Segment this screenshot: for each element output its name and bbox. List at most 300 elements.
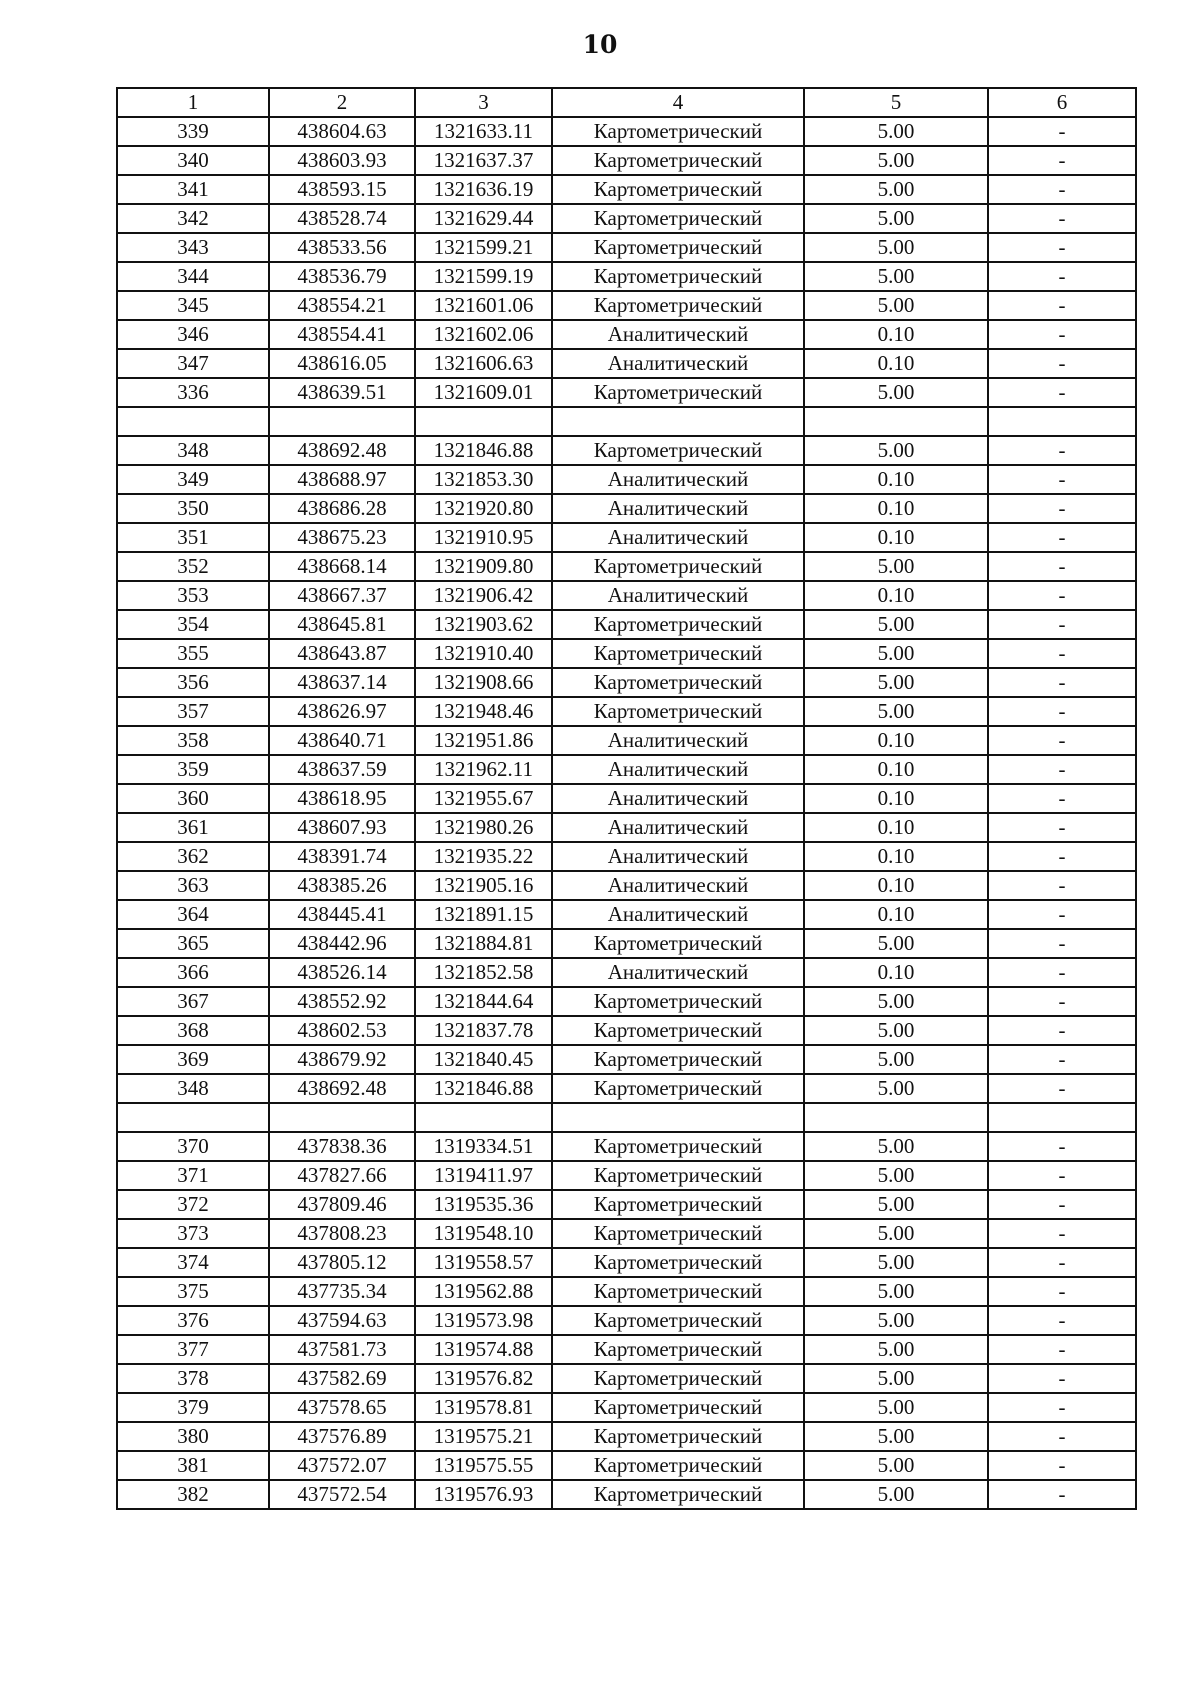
note-cell [988, 407, 1136, 436]
point-number-cell: 365 [117, 929, 269, 958]
point-number-cell: 359 [117, 755, 269, 784]
x-coordinate-cell: 438528.74 [269, 204, 415, 233]
method-cell: Аналитический [552, 320, 804, 349]
point-number-cell: 341 [117, 175, 269, 204]
point-number-cell: 346 [117, 320, 269, 349]
column-header: 4 [552, 88, 804, 117]
x-coordinate-cell: 438688.97 [269, 465, 415, 494]
x-coordinate-cell: 438639.51 [269, 378, 415, 407]
x-coordinate-cell: 437808.23 [269, 1219, 415, 1248]
table-header-row [117, 88, 1136, 117]
point-number-cell: 350 [117, 494, 269, 523]
method-cell: Картометрический [552, 987, 804, 1016]
accuracy-cell: 5.00 [804, 610, 988, 639]
table-row [117, 1393, 1136, 1422]
y-coordinate-cell: 1321935.22 [415, 842, 552, 871]
accuracy-cell: 5.00 [804, 697, 988, 726]
point-number-cell: 344 [117, 262, 269, 291]
note-cell: - [988, 987, 1136, 1016]
y-coordinate-cell: 1321844.64 [415, 987, 552, 1016]
method-cell: Картометрический [552, 929, 804, 958]
note-cell: - [988, 1190, 1136, 1219]
x-coordinate-cell: 438692.48 [269, 1074, 415, 1103]
table-body [117, 117, 1136, 1509]
note-cell: - [988, 146, 1136, 175]
x-coordinate-cell: 438668.14 [269, 552, 415, 581]
accuracy-cell: 0.10 [804, 349, 988, 378]
point-number-cell: 382 [117, 1480, 269, 1509]
x-coordinate-cell: 437576.89 [269, 1422, 415, 1451]
y-coordinate-cell: 1319574.88 [415, 1335, 552, 1364]
method-cell: Картометрический [552, 233, 804, 262]
table-row [117, 117, 1136, 146]
accuracy-cell: 5.00 [804, 987, 988, 1016]
accuracy-cell: 0.10 [804, 784, 988, 813]
note-cell: - [988, 233, 1136, 262]
point-number-cell: 345 [117, 291, 269, 320]
accuracy-cell: 0.10 [804, 726, 988, 755]
y-coordinate-cell: 1321606.63 [415, 349, 552, 378]
note-cell: - [988, 1219, 1136, 1248]
accuracy-cell: 5.00 [804, 1248, 988, 1277]
column-header: 1 [117, 88, 269, 117]
y-coordinate-cell: 1321980.26 [415, 813, 552, 842]
point-number-cell: 348 [117, 1074, 269, 1103]
y-coordinate-cell: 1319575.21 [415, 1422, 552, 1451]
accuracy-cell: 5.00 [804, 1161, 988, 1190]
method-cell: Картометрический [552, 146, 804, 175]
method-cell: Картометрический [552, 639, 804, 668]
x-coordinate-cell: 438667.37 [269, 581, 415, 610]
table-row [117, 175, 1136, 204]
note-cell: - [988, 1277, 1136, 1306]
column-header: 5 [804, 88, 988, 117]
accuracy-cell: 5.00 [804, 1480, 988, 1509]
page-number: 10 [582, 30, 618, 59]
y-coordinate-cell: 1321891.15 [415, 900, 552, 929]
x-coordinate-cell: 437572.54 [269, 1480, 415, 1509]
point-number-cell: 363 [117, 871, 269, 900]
y-coordinate-cell: 1321846.88 [415, 436, 552, 465]
table-row [117, 378, 1136, 407]
point-number-cell: 352 [117, 552, 269, 581]
point-number-cell: 343 [117, 233, 269, 262]
point-number-cell: 351 [117, 523, 269, 552]
note-cell: - [988, 958, 1136, 987]
method-cell: Картометрический [552, 117, 804, 146]
note-cell: - [988, 378, 1136, 407]
accuracy-cell: 0.10 [804, 900, 988, 929]
note-cell: - [988, 639, 1136, 668]
note-cell: - [988, 320, 1136, 349]
note-cell: - [988, 900, 1136, 929]
note-cell: - [988, 1074, 1136, 1103]
note-cell: - [988, 755, 1136, 784]
table-row [117, 204, 1136, 233]
accuracy-cell [804, 1103, 988, 1132]
accuracy-cell: 0.10 [804, 494, 988, 523]
method-cell: Картометрический [552, 204, 804, 233]
point-number-cell: 356 [117, 668, 269, 697]
x-coordinate-cell: 437572.07 [269, 1451, 415, 1480]
point-number-cell: 369 [117, 1045, 269, 1074]
y-coordinate-cell: 1321903.62 [415, 610, 552, 639]
y-coordinate-cell: 1321948.46 [415, 697, 552, 726]
note-cell: - [988, 436, 1136, 465]
point-number-cell: 348 [117, 436, 269, 465]
table-row [117, 1364, 1136, 1393]
table-row [117, 1161, 1136, 1190]
y-coordinate-cell: 1321846.88 [415, 1074, 552, 1103]
y-coordinate-cell: 1321920.80 [415, 494, 552, 523]
column-header: 2 [269, 88, 415, 117]
y-coordinate-cell: 1319411.97 [415, 1161, 552, 1190]
x-coordinate-cell: 438626.97 [269, 697, 415, 726]
accuracy-cell: 0.10 [804, 465, 988, 494]
accuracy-cell: 0.10 [804, 581, 988, 610]
method-cell: Аналитический [552, 465, 804, 494]
note-cell: - [988, 581, 1136, 610]
accuracy-cell: 5.00 [804, 1074, 988, 1103]
point-number-cell: 374 [117, 1248, 269, 1277]
column-header: 3 [415, 88, 552, 117]
x-coordinate-cell: 438692.48 [269, 436, 415, 465]
accuracy-cell: 5.00 [804, 233, 988, 262]
method-cell: Картометрический [552, 1248, 804, 1277]
table-row [117, 842, 1136, 871]
table-row [117, 581, 1136, 610]
accuracy-cell [804, 407, 988, 436]
point-number-cell: 342 [117, 204, 269, 233]
note-cell: - [988, 610, 1136, 639]
method-cell: Картометрический [552, 1393, 804, 1422]
note-cell [988, 1103, 1136, 1132]
point-number-cell [117, 407, 269, 436]
x-coordinate-cell: 438442.96 [269, 929, 415, 958]
x-coordinate-cell: 438593.15 [269, 175, 415, 204]
point-number-cell: 368 [117, 1016, 269, 1045]
y-coordinate-cell [415, 1103, 552, 1132]
table-row [117, 1103, 1136, 1132]
method-cell: Картометрический [552, 378, 804, 407]
point-number-cell: 347 [117, 349, 269, 378]
point-number-cell: 336 [117, 378, 269, 407]
table-row [117, 436, 1136, 465]
method-cell: Картометрический [552, 1306, 804, 1335]
x-coordinate-cell: 438554.21 [269, 291, 415, 320]
table-row [117, 639, 1136, 668]
y-coordinate-cell: 1321599.19 [415, 262, 552, 291]
point-number-cell: 357 [117, 697, 269, 726]
coordinates-table [116, 87, 1137, 1510]
method-cell: Аналитический [552, 523, 804, 552]
note-cell: - [988, 1248, 1136, 1277]
y-coordinate-cell: 1321962.11 [415, 755, 552, 784]
method-cell: Аналитический [552, 784, 804, 813]
accuracy-cell: 5.00 [804, 262, 988, 291]
point-number-cell: 381 [117, 1451, 269, 1480]
point-number-cell: 367 [117, 987, 269, 1016]
table-row [117, 320, 1136, 349]
table-row [117, 349, 1136, 378]
x-coordinate-cell: 438645.81 [269, 610, 415, 639]
point-number-cell: 377 [117, 1335, 269, 1364]
note-cell: - [988, 668, 1136, 697]
note-cell: - [988, 291, 1136, 320]
x-coordinate-cell: 438533.56 [269, 233, 415, 262]
y-coordinate-cell: 1321884.81 [415, 929, 552, 958]
table-row [117, 494, 1136, 523]
y-coordinate-cell: 1319535.36 [415, 1190, 552, 1219]
accuracy-cell: 5.00 [804, 436, 988, 465]
note-cell: - [988, 494, 1136, 523]
point-number-cell: 379 [117, 1393, 269, 1422]
point-number-cell: 376 [117, 1306, 269, 1335]
x-coordinate-cell: 438607.93 [269, 813, 415, 842]
point-number-cell: 364 [117, 900, 269, 929]
method-cell: Картометрический [552, 1045, 804, 1074]
method-cell: Аналитический [552, 900, 804, 929]
accuracy-cell: 5.00 [804, 1306, 988, 1335]
table-row [117, 146, 1136, 175]
method-cell: Аналитический [552, 958, 804, 987]
method-cell: Аналитический [552, 813, 804, 842]
accuracy-cell: 5.00 [804, 1045, 988, 1074]
point-number-cell: 372 [117, 1190, 269, 1219]
note-cell: - [988, 842, 1136, 871]
accuracy-cell: 5.00 [804, 117, 988, 146]
accuracy-cell: 5.00 [804, 175, 988, 204]
x-coordinate-cell: 438445.41 [269, 900, 415, 929]
note-cell: - [988, 784, 1136, 813]
method-cell: Картометрический [552, 610, 804, 639]
x-coordinate-cell: 438385.26 [269, 871, 415, 900]
method-cell [552, 1103, 804, 1132]
method-cell: Картометрический [552, 1364, 804, 1393]
method-cell: Картометрический [552, 1219, 804, 1248]
y-coordinate-cell: 1321951.86 [415, 726, 552, 755]
table-row [117, 900, 1136, 929]
method-cell: Картометрический [552, 1161, 804, 1190]
method-cell: Картометрический [552, 1480, 804, 1509]
method-cell: Картометрический [552, 668, 804, 697]
accuracy-cell: 5.00 [804, 1451, 988, 1480]
y-coordinate-cell: 1321955.67 [415, 784, 552, 813]
point-number-cell: 378 [117, 1364, 269, 1393]
table-row [117, 610, 1136, 639]
point-number-cell: 366 [117, 958, 269, 987]
y-coordinate-cell: 1319578.81 [415, 1393, 552, 1422]
y-coordinate-cell: 1321636.19 [415, 175, 552, 204]
x-coordinate-cell: 438675.23 [269, 523, 415, 552]
x-coordinate-cell: 438637.59 [269, 755, 415, 784]
accuracy-cell: 5.00 [804, 1132, 988, 1161]
y-coordinate-cell: 1319575.55 [415, 1451, 552, 1480]
y-coordinate-cell: 1321906.42 [415, 581, 552, 610]
note-cell: - [988, 1016, 1136, 1045]
note-cell: - [988, 813, 1136, 842]
y-coordinate-cell: 1321840.45 [415, 1045, 552, 1074]
y-coordinate-cell: 1321853.30 [415, 465, 552, 494]
y-coordinate-cell: 1321599.21 [415, 233, 552, 262]
y-coordinate-cell: 1319562.88 [415, 1277, 552, 1306]
y-coordinate-cell: 1321908.66 [415, 668, 552, 697]
point-number-cell: 370 [117, 1132, 269, 1161]
x-coordinate-cell: 438616.05 [269, 349, 415, 378]
table-row [117, 1132, 1136, 1161]
point-number-cell: 340 [117, 146, 269, 175]
x-coordinate-cell: 438536.79 [269, 262, 415, 291]
accuracy-cell: 0.10 [804, 523, 988, 552]
method-cell: Картометрический [552, 697, 804, 726]
y-coordinate-cell: 1321629.44 [415, 204, 552, 233]
accuracy-cell: 5.00 [804, 1422, 988, 1451]
method-cell: Картометрический [552, 552, 804, 581]
x-coordinate-cell: 438618.95 [269, 784, 415, 813]
table-row [117, 958, 1136, 987]
note-cell: - [988, 697, 1136, 726]
point-number-cell: 349 [117, 465, 269, 494]
x-coordinate-cell: 437809.46 [269, 1190, 415, 1219]
y-coordinate-cell: 1321852.58 [415, 958, 552, 987]
column-header: 6 [988, 88, 1136, 117]
accuracy-cell: 0.10 [804, 813, 988, 842]
method-cell: Картометрический [552, 291, 804, 320]
note-cell: - [988, 204, 1136, 233]
table-row [117, 523, 1136, 552]
table-row [117, 1190, 1136, 1219]
table-row [117, 1277, 1136, 1306]
accuracy-cell: 5.00 [804, 1219, 988, 1248]
x-coordinate-cell: 437581.73 [269, 1335, 415, 1364]
note-cell: - [988, 1451, 1136, 1480]
method-cell: Картометрический [552, 1016, 804, 1045]
point-number-cell: 358 [117, 726, 269, 755]
table-row [117, 784, 1136, 813]
accuracy-cell: 0.10 [804, 755, 988, 784]
x-coordinate-cell: 438391.74 [269, 842, 415, 871]
note-cell: - [988, 465, 1136, 494]
accuracy-cell: 5.00 [804, 552, 988, 581]
x-coordinate-cell: 438604.63 [269, 117, 415, 146]
method-cell: Картометрический [552, 175, 804, 204]
accuracy-cell: 5.00 [804, 668, 988, 697]
y-coordinate-cell: 1321601.06 [415, 291, 552, 320]
point-number-cell [117, 1103, 269, 1132]
table-row [117, 697, 1136, 726]
y-coordinate-cell: 1321609.01 [415, 378, 552, 407]
method-cell: Картометрический [552, 1074, 804, 1103]
note-cell: - [988, 1480, 1136, 1509]
x-coordinate-cell [269, 407, 415, 436]
y-coordinate-cell: 1319576.93 [415, 1480, 552, 1509]
method-cell: Картометрический [552, 1132, 804, 1161]
y-coordinate-cell: 1321637.37 [415, 146, 552, 175]
note-cell: - [988, 929, 1136, 958]
table-row [117, 929, 1136, 958]
note-cell: - [988, 1161, 1136, 1190]
note-cell: - [988, 726, 1136, 755]
accuracy-cell: 0.10 [804, 958, 988, 987]
y-coordinate-cell: 1319576.82 [415, 1364, 552, 1393]
method-cell: Аналитический [552, 842, 804, 871]
point-number-cell: 380 [117, 1422, 269, 1451]
method-cell: Картометрический [552, 1190, 804, 1219]
point-number-cell: 362 [117, 842, 269, 871]
accuracy-cell: 5.00 [804, 1335, 988, 1364]
note-cell: - [988, 1364, 1136, 1393]
x-coordinate-cell: 438640.71 [269, 726, 415, 755]
table-row [117, 233, 1136, 262]
method-cell: Аналитический [552, 581, 804, 610]
point-number-cell: 355 [117, 639, 269, 668]
x-coordinate-cell [269, 1103, 415, 1132]
table-row [117, 987, 1136, 1016]
point-number-cell: 375 [117, 1277, 269, 1306]
table-row [117, 1422, 1136, 1451]
method-cell: Аналитический [552, 755, 804, 784]
table-row [117, 726, 1136, 755]
table-row [117, 668, 1136, 697]
accuracy-cell: 5.00 [804, 146, 988, 175]
y-coordinate-cell: 1321905.16 [415, 871, 552, 900]
x-coordinate-cell: 438526.14 [269, 958, 415, 987]
accuracy-cell: 5.00 [804, 639, 988, 668]
table-row [117, 291, 1136, 320]
accuracy-cell: 5.00 [804, 378, 988, 407]
table-row [117, 465, 1136, 494]
note-cell: - [988, 1306, 1136, 1335]
method-cell: Аналитический [552, 349, 804, 378]
table-row [117, 1045, 1136, 1074]
method-cell: Картометрический [552, 262, 804, 291]
x-coordinate-cell: 437578.65 [269, 1393, 415, 1422]
table-row [117, 552, 1136, 581]
table-row [117, 1306, 1136, 1335]
note-cell: - [988, 1132, 1136, 1161]
y-coordinate-cell: 1321837.78 [415, 1016, 552, 1045]
x-coordinate-cell: 437735.34 [269, 1277, 415, 1306]
point-number-cell: 360 [117, 784, 269, 813]
accuracy-cell: 5.00 [804, 291, 988, 320]
point-number-cell: 339 [117, 117, 269, 146]
note-cell: - [988, 175, 1136, 204]
x-coordinate-cell: 438686.28 [269, 494, 415, 523]
table-row [117, 1074, 1136, 1103]
x-coordinate-cell: 438679.92 [269, 1045, 415, 1074]
table-row [117, 1451, 1136, 1480]
method-cell: Картометрический [552, 1451, 804, 1480]
accuracy-cell: 5.00 [804, 1190, 988, 1219]
x-coordinate-cell: 438637.14 [269, 668, 415, 697]
x-coordinate-cell: 438552.92 [269, 987, 415, 1016]
y-coordinate-cell: 1319558.57 [415, 1248, 552, 1277]
y-coordinate-cell: 1319548.10 [415, 1219, 552, 1248]
accuracy-cell: 5.00 [804, 1393, 988, 1422]
note-cell: - [988, 1393, 1136, 1422]
method-cell: Картометрический [552, 1335, 804, 1364]
x-coordinate-cell: 438603.93 [269, 146, 415, 175]
x-coordinate-cell: 438554.41 [269, 320, 415, 349]
x-coordinate-cell: 437582.69 [269, 1364, 415, 1393]
y-coordinate-cell [415, 407, 552, 436]
note-cell: - [988, 349, 1136, 378]
point-number-cell: 361 [117, 813, 269, 842]
accuracy-cell: 5.00 [804, 1364, 988, 1393]
note-cell: - [988, 871, 1136, 900]
y-coordinate-cell: 1319573.98 [415, 1306, 552, 1335]
accuracy-cell: 5.00 [804, 1277, 988, 1306]
